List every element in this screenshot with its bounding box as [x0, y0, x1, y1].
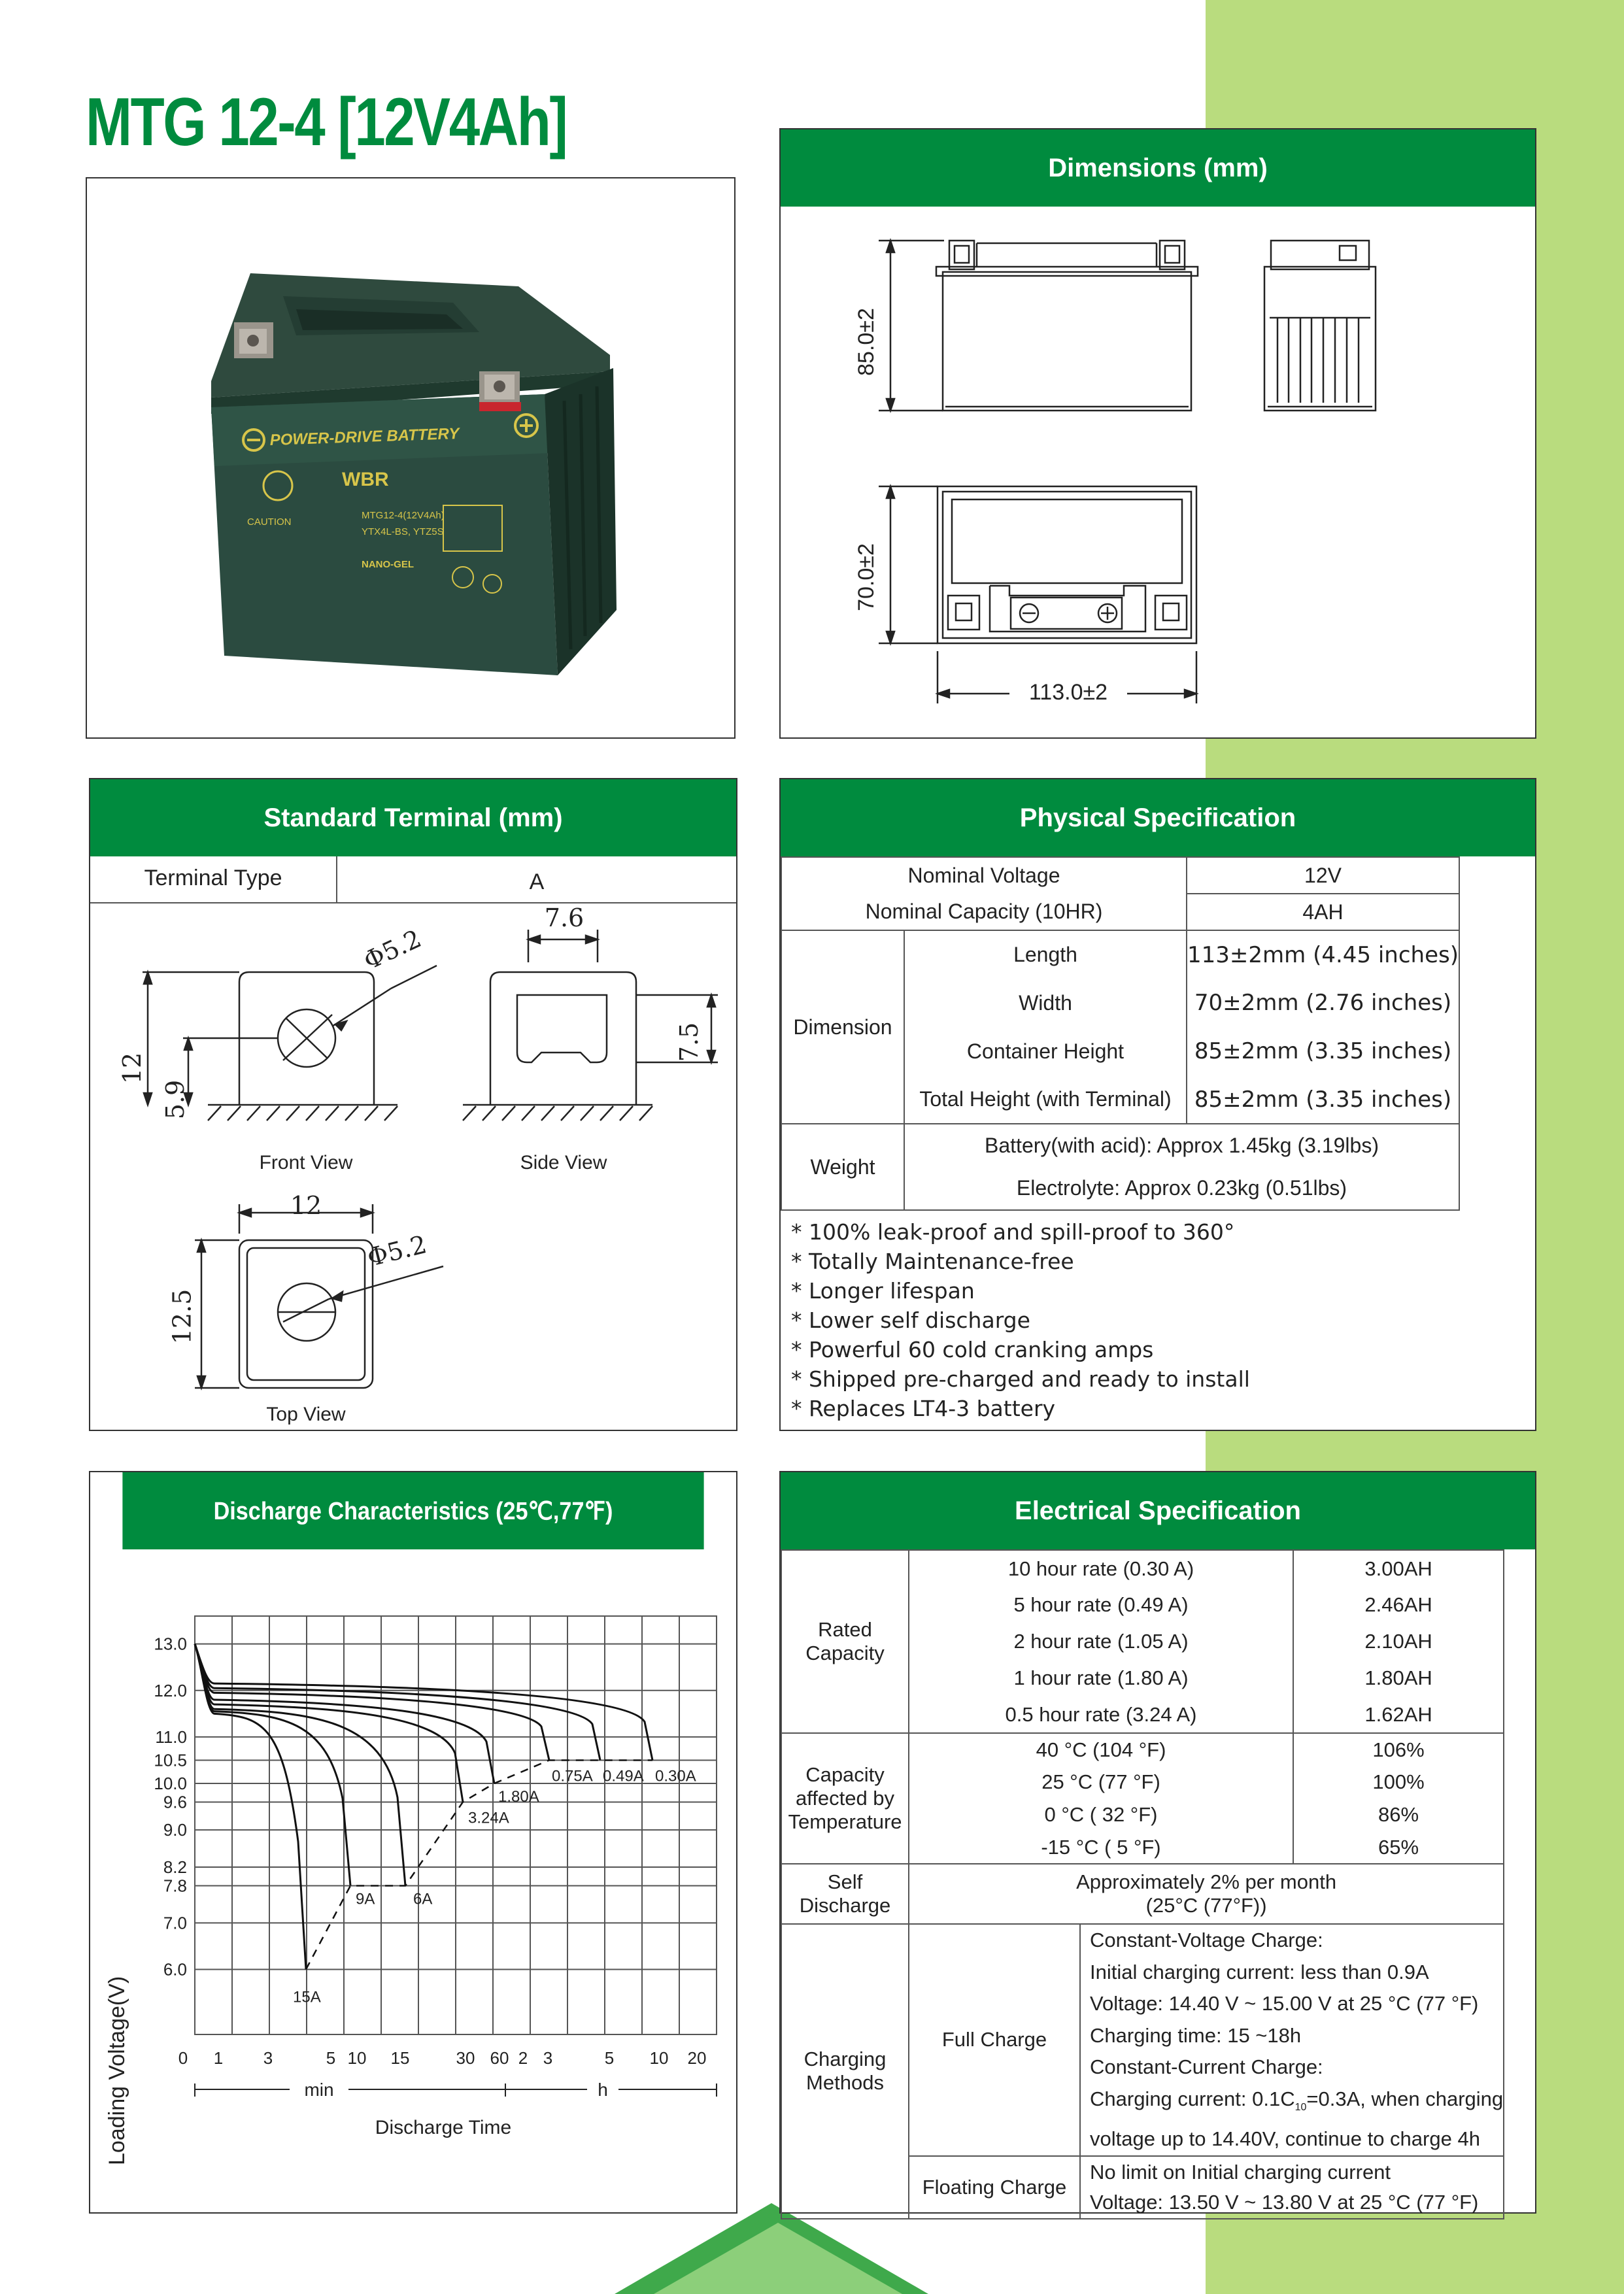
floating-line: Voltage: 13.50 V ~ 13.80 V at 25 °C (77 °F) [1090, 2190, 1479, 2214]
chart-x-tick: 1 [213, 2048, 224, 2068]
cc-current-prefix: Charging current: 0.1C [1090, 2087, 1295, 2110]
chart-curves [195, 1644, 652, 1970]
top-depth-label: 12.5 [167, 1289, 197, 1345]
chart-y-tick: 8.2 [163, 1857, 187, 1877]
physical-table [781, 856, 1460, 1211]
chart-unit-min: min [304, 2080, 334, 2100]
front-height-label: 12 [118, 1052, 147, 1085]
chart-curve-6A [195, 1644, 405, 1886]
dim-row-value: 85±2mm (3.35 inches) [1187, 1075, 1459, 1124]
electrical-spec-panel [779, 1471, 1536, 2214]
self-discharge-line-2: (25°C (77°F)) [1145, 1894, 1267, 1917]
chart-y-tick: 12.0 [154, 1680, 187, 1700]
photo-label-line-0: CAUTION [247, 516, 292, 528]
full-charge-details [1080, 1924, 1504, 2156]
nominal-voltage-value: 12V [1187, 857, 1459, 894]
full-charge-line: Initial charging current: less than 0.9A [1090, 1960, 1429, 1983]
full-charge-line: Charging time: 15 ~18h [1090, 2023, 1302, 2047]
chart-curve-label: 0.75A [552, 1767, 593, 1785]
dim-row-value: 113±2mm (4.45 inches) [1187, 930, 1459, 979]
chart-y-ticks [154, 1634, 187, 1980]
temp-row: 0 °C ( 32 °F) [909, 1798, 1293, 1831]
rated-rate: 0.5 hour rate (3.24 A) [909, 1696, 1293, 1733]
top-width-label: 12 [290, 1191, 322, 1220]
dim-row-value: 85±2mm (3.35 inches) [1187, 1027, 1459, 1075]
rated-rate: 10 hour rate (0.30 A) [909, 1550, 1293, 1587]
side-height-label: 7.5 [675, 1022, 704, 1062]
photo-brand: POWER-DRIVE BATTERY [269, 424, 460, 449]
discharge-heading: Discharge Characteristics (25℃,77℉) [122, 1472, 703, 1549]
chart-y-tick: 9.0 [163, 1820, 187, 1840]
terminal-drawings [90, 903, 736, 1426]
self-discharge-line-1: Approximately 2% per month [1076, 1870, 1337, 1893]
dim-row-label: Total Height (with Terminal) [904, 1075, 1187, 1124]
chart-curve-9A [195, 1644, 350, 1886]
chart-x-tick: 3 [543, 2048, 553, 2068]
chart-x-tick: 30 [456, 2048, 475, 2068]
chart-x-tick: 10 [347, 2048, 367, 2068]
dim-height-label: 85.0±2 [854, 308, 879, 376]
terminal-type-label: Terminal Type [90, 856, 337, 902]
rated-rate: 1 hour rate (1.80 A) [909, 1660, 1293, 1696]
temp-value: 65% [1293, 1831, 1504, 1864]
weight-battery: Battery(with acid): Approx 1.45kg (3.19lbs) [904, 1124, 1459, 1167]
dimensions-heading: Dimensions (mm) [781, 129, 1535, 207]
chart-y-tick: 10.0 [154, 1774, 187, 1793]
decorative-triangle-light [654, 2223, 902, 2294]
floating-line: No limit on Initial charging current [1090, 2160, 1391, 2184]
weight-electrolyte: Electrolyte: Approx 0.23kg (0.51lbs) [904, 1167, 1459, 1210]
temp-row: 40 °C (104 °F) [909, 1733, 1293, 1766]
floating-charge-label: Floating Charge [909, 2156, 1080, 2219]
full-charge-line: Voltage: 14.40 V ~ 15.00 V at 25 °C (77 °F) [1090, 1992, 1479, 2015]
cc-final-line: voltage up to 14.40V, continue to charge 4h [1090, 2127, 1480, 2151]
temp-value: 106% [1293, 1733, 1504, 1766]
chart-x-tick: 20 [687, 2048, 707, 2068]
chart-curve-label: 9A [356, 1890, 375, 1908]
terminal-type-value: A [529, 869, 545, 894]
chart-x-tick: 3 [263, 2048, 273, 2068]
chart-curve-label: 1.80A [498, 1788, 539, 1806]
page-title: MTG 12-4 [12V4Ah] [86, 84, 567, 160]
dim-length-label: 113.0±2 [1028, 680, 1108, 705]
discharge-panel [89, 1471, 737, 2214]
temp-row: 25 °C (77 °F) [909, 1766, 1293, 1798]
dim-row-label: Width [904, 979, 1187, 1027]
cc-current-sub: 10 [1294, 2101, 1307, 2113]
chart-y-label: Loading Voltage(V) [105, 1976, 129, 2165]
chart-endpoint-line [306, 1760, 652, 1969]
feature-item: * Lower self discharge [791, 1307, 1030, 1333]
front-hole-height-label: 5.9 [161, 1079, 190, 1120]
top-caption: Top View [266, 1404, 346, 1425]
chart-unit-h: h [598, 2080, 608, 2100]
full-charge-line: Constant-Current Charge: [1090, 2055, 1323, 2078]
cc-current-line [1090, 2083, 1503, 2124]
terminal-type-row [90, 856, 736, 903]
temp-row: -15 °C ( 5 °F) [909, 1831, 1293, 1864]
dimension-label: Dimension [781, 930, 904, 1124]
chart-curve-label: 0.49A [603, 1767, 644, 1785]
photo-label-line-1: MTG12-4(12V4Ah) [362, 510, 445, 521]
nominal-voltage-label: Nominal Voltage [781, 857, 1187, 894]
dim-row-label: Length [904, 930, 1187, 979]
terminal-panel [89, 778, 737, 1431]
dim-row-label: Container Height [904, 1027, 1187, 1075]
chart-curve-0.75A [195, 1644, 549, 1761]
rated-value: 2.10AH [1293, 1623, 1504, 1660]
chart-grid [195, 1616, 717, 2034]
chart-y-tick: 7.8 [163, 1876, 187, 1896]
chart-x-tick: 0 [178, 2048, 188, 2068]
feature-item: * Totally Maintenance-free [791, 1249, 1074, 1274]
electrical-heading: Electrical Specification [781, 1472, 1535, 1549]
physical-heading: Physical Specification [781, 779, 1535, 856]
chart-x-ticks [178, 2048, 707, 2068]
chart-x-tick: 10 [649, 2048, 669, 2068]
rated-rate: 5 hour rate (0.49 A) [909, 1587, 1293, 1623]
photo-logo: WBR [342, 469, 389, 490]
photo-label-line-3: NANO-GEL [362, 559, 414, 570]
chart-x-tick: 60 [490, 2048, 509, 2068]
chart-y-tick: 13.0 [154, 1634, 187, 1654]
rated-value: 2.46AH [1293, 1587, 1504, 1623]
temp-value: 86% [1293, 1798, 1504, 1831]
chart-x-tick: 15 [390, 2048, 410, 2068]
dim-width-label: 70.0±2 [854, 543, 879, 611]
discharge-chart [90, 1551, 736, 2211]
chart-y-tick: 11.0 [155, 1727, 187, 1747]
temperature-label: Capacity affected by Temperature [781, 1733, 909, 1864]
feature-item: * Powerful 60 cold cranking amps [791, 1337, 1154, 1362]
battery-photo [87, 178, 734, 737]
full-charge-line: Constant-Voltage Charge: [1090, 1929, 1323, 1951]
nominal-capacity-label: Nominal Capacity (10HR) [781, 894, 1187, 930]
floating-charge-details [1080, 2156, 1504, 2219]
chart-curve-label: 0.30A [655, 1767, 696, 1785]
chart-curve-label: 3.24A [468, 1809, 509, 1827]
weight-label: Weight [781, 1124, 904, 1210]
full-charge-label: Full Charge [909, 1924, 1080, 2156]
chart-y-tick: 10.5 [154, 1750, 187, 1770]
chart-curve-label: 6A [413, 1890, 433, 1908]
top-hole-dia-label: Φ5.2 [364, 1230, 430, 1272]
chart-curve-labels [293, 1767, 696, 2006]
chart-x-label: Discharge Time [375, 2117, 512, 2138]
dimensions-panel [779, 128, 1536, 739]
feature-list [791, 1217, 1250, 1423]
feature-item: * 100% leak-proof and spill-proof to 360° [791, 1219, 1235, 1245]
chart-x-tick: 5 [604, 2048, 615, 2068]
dimensions-drawing [781, 207, 1535, 736]
electrical-table [781, 1549, 1504, 2219]
side-top-width-label: 7.6 [544, 903, 584, 932]
physical-spec-panel [779, 778, 1536, 1431]
self-discharge-label: Self Discharge [781, 1864, 909, 1924]
chart-curve-0.49A [195, 1644, 600, 1761]
terminal-heading: Standard Terminal (mm) [90, 779, 736, 856]
battery-photo-panel [86, 177, 736, 739]
charging-methods-label: Charging Methods [781, 1924, 909, 2219]
chart-y-tick: 9.6 [163, 1792, 187, 1812]
chart-curve-label: 15A [293, 1988, 321, 2006]
dim-row-value: 70±2mm (2.76 inches) [1187, 979, 1459, 1027]
rated-capacity-label: Rated Capacity [781, 1550, 909, 1733]
feature-item: * Shipped pre-charged and ready to install [791, 1366, 1250, 1392]
feature-item: * Longer lifespan [791, 1278, 975, 1304]
rated-value: 1.80AH [1293, 1660, 1504, 1696]
cc-current-suffix: =0.3A, when charging [1306, 2087, 1504, 2110]
chart-x-tick: 5 [326, 2048, 336, 2068]
side-caption: Side View [520, 1152, 607, 1173]
photo-label-line-2: YTX4L-BS, YTZ5S [362, 526, 444, 537]
chart-x-tick: 2 [518, 2048, 528, 2068]
rated-rate: 2 hour rate (1.05 A) [909, 1623, 1293, 1660]
temp-value: 100% [1293, 1766, 1504, 1798]
rated-value: 1.62AH [1293, 1696, 1504, 1733]
nominal-capacity-value: 4AH [1187, 894, 1459, 930]
feature-item: * Replaces LT4-3 battery [791, 1396, 1056, 1421]
rated-value: 3.00AH [1293, 1550, 1504, 1587]
chart-y-tick: 7.0 [163, 1913, 187, 1933]
front-hole-dia-label: Φ5.2 [359, 924, 426, 975]
self-discharge-value [909, 1864, 1504, 1924]
chart-y-tick: 6.0 [163, 1959, 187, 1980]
front-caption: Front View [259, 1152, 353, 1173]
